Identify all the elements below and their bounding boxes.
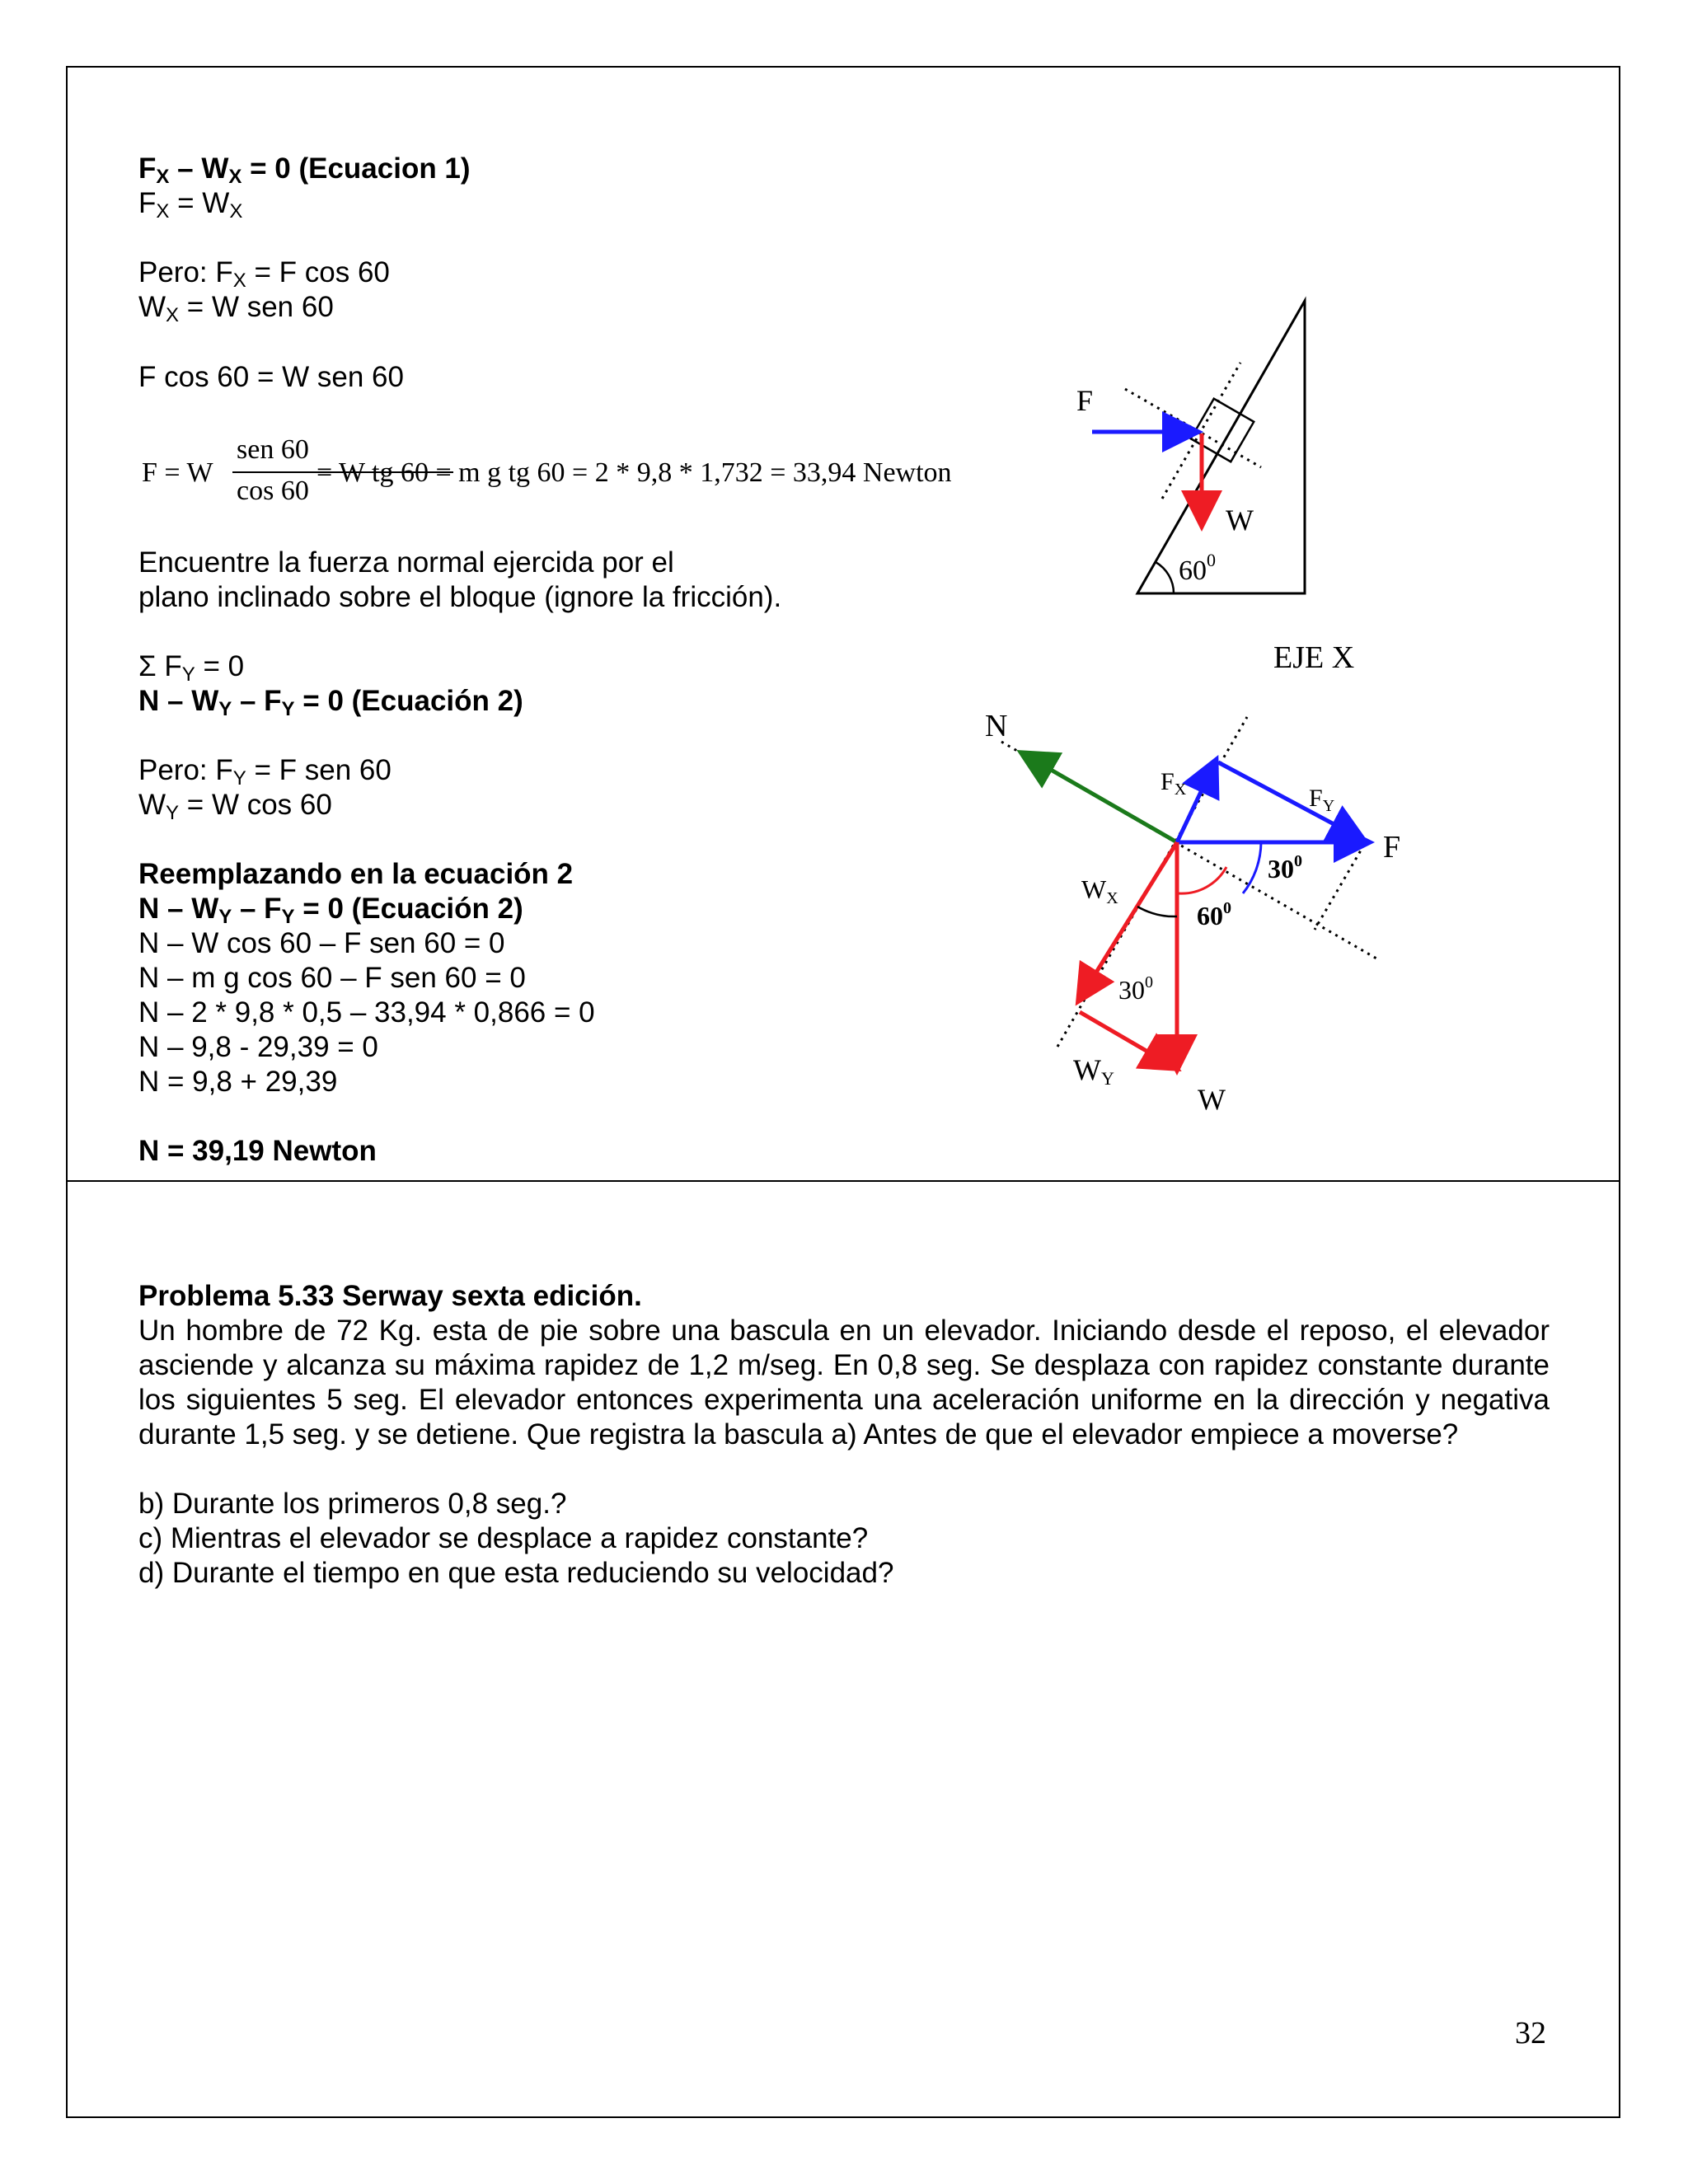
label-angle-60-bold: $60^0$	[1197, 899, 1231, 930]
label-angle-30-bold: $30^0$	[1268, 852, 1302, 883]
inclined-plane-diagram	[1076, 301, 1305, 593]
equation-2-repeat: $N - W_Y - F_Y = 0$ (Ecuación 2)	[138, 893, 523, 928]
step-2: N – m g cos 60 – F sen 60 = 0	[138, 962, 526, 994]
step-3: N – 2 * 9,8 * 0,5 – 33,94 * 0,866 = 0	[138, 996, 595, 1029]
formula-denominator: cos 60	[237, 476, 309, 506]
fcos-equation: F cos 60 = W sen 60	[138, 361, 404, 393]
label-w-bottom: W	[1198, 1083, 1226, 1116]
label-w: W	[1226, 504, 1254, 537]
equation-2: $N - W_Y - F_Y = 0$ (Ecuación 2)	[138, 685, 523, 720]
formula-rhs: = W tg 60 = m g tg 60 = 2 * 9,8 * 1,732 = 33,94 Newton	[316, 457, 952, 488]
equation-1: $F_X - W_X = 0$ (Ecuacion 1)	[138, 152, 471, 188]
dotted-axis-parallel	[1125, 389, 1261, 467]
step-5: N = 9,8 + 29,39	[138, 1066, 338, 1098]
page-number: 32	[1515, 2016, 1546, 2050]
label-wy: WY	[1073, 1053, 1114, 1089]
problem-title: Problema 5.33 Serway sexta edición.	[138, 1280, 642, 1312]
question-line-1: Encuentre la fuerza normal ejercida por el	[138, 546, 674, 579]
wy-definition: $W_Y = W$ cos 60	[138, 789, 332, 824]
formula-lhs: F = W	[142, 457, 213, 488]
angle-arc-60	[1156, 562, 1174, 593]
eje-x-title: EJE X	[1273, 640, 1355, 675]
problem-part-d: d) Durante el tiempo en que esta reduciendo su velocidad?	[138, 1557, 894, 1589]
label-wx: WX	[1081, 874, 1118, 907]
sum-fy: Σ $F_Y = 0$	[138, 650, 245, 686]
force-fx-vector	[1177, 762, 1215, 842]
formula-numerator: sen 60	[237, 434, 309, 465]
label-n: N	[985, 709, 1008, 743]
label-f-tip: F	[1383, 830, 1401, 865]
step-4: N – 9,8 - 29,39 = 0	[138, 1031, 378, 1063]
problem-body: Un hombre de 72 Kg. esta de pie sobre una bascula en un elevador. Iniciando desde el reposo, el elevador asciende y alcanza su máxima rapidez de 1,2 m/seg. En 0,8 seg. Se desplaza con rapidez constante durante los siguientes 5 seg. El elevador entonces experimenta una aceleración uniforme en la dirección y negativa durante 1,5 seg. y se detiene. Que registra la bascula a) Antes de que el elevador empiece a moverse?	[138, 1315, 1550, 1451]
equation-1-simplified: $F_X = W_X$	[138, 187, 243, 223]
label-fx: $F_X$	[1160, 768, 1187, 799]
result: N = 39,19 Newton	[138, 1135, 377, 1167]
wx-definition: $W_X = W$ sen 60	[138, 291, 334, 326]
step-1: N – W cos 60 – F sen 60 = 0	[138, 927, 505, 959]
angle-arc-wx	[1137, 907, 1177, 916]
incline-triangle	[1137, 301, 1305, 593]
label-f: F	[1076, 384, 1094, 417]
force-fy-vector	[1218, 762, 1362, 839]
reemplazando-heading: Reemplazando en la ecuación 2	[138, 858, 574, 890]
angle-arc-60-red	[1179, 867, 1226, 893]
normal-n-arrow	[1024, 754, 1177, 842]
label-fy: $F_Y$	[1309, 785, 1335, 815]
question-line-2: plano inclinado sobre el bloque (ignore la fricción).	[138, 581, 782, 613]
dotted-projection-f	[1315, 845, 1364, 930]
angle-arc-30	[1243, 842, 1261, 893]
eje-x-diagram	[985, 640, 1400, 1116]
problem-part-b: b) Durante los primeros 0,8 seg.?	[138, 1488, 567, 1520]
problem-part-c: c) Mientras el elevador se desplace a rapidez constante?	[138, 1522, 869, 1554]
fx-definition: Pero: $F_X = F$ cos 60	[138, 256, 390, 292]
label-angle-60: $60^0$	[1179, 550, 1216, 586]
label-angle-30: $30^0$	[1118, 973, 1153, 1005]
fy-definition: Pero: $F_Y = F$ sen 60	[138, 754, 392, 790]
